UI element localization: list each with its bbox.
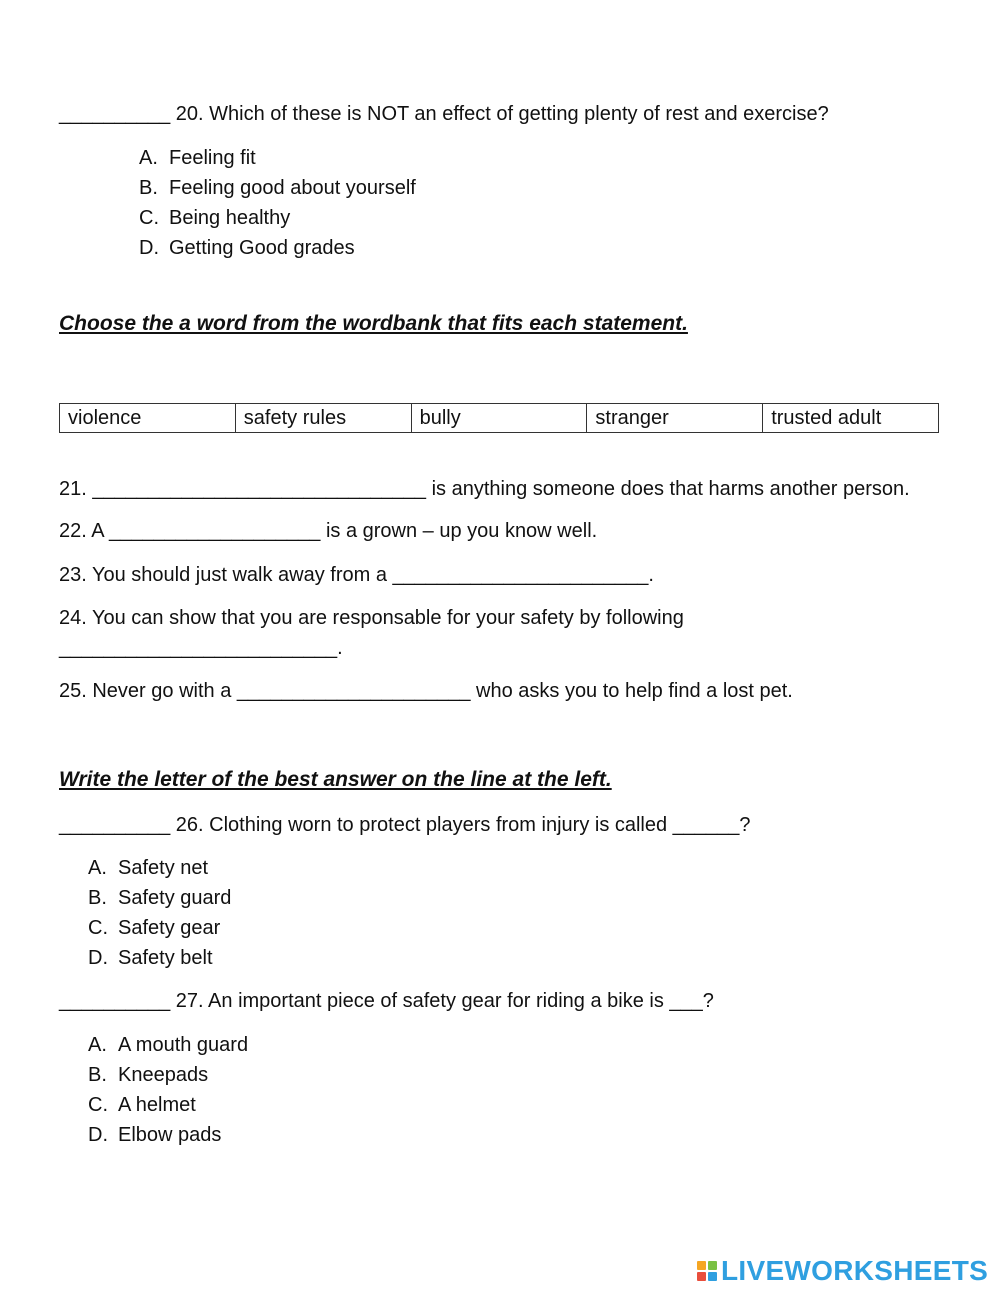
option-letter: D. — [88, 1124, 108, 1146]
question-27 — [59, 990, 714, 1013]
option-text: Safety gear — [118, 917, 221, 939]
option-text: Safety belt — [118, 947, 213, 969]
statement-24-blank[interactable]: _________________________. — [59, 637, 343, 659]
question-20 — [59, 103, 829, 126]
option-letter: A. — [139, 147, 158, 169]
option-20-b — [139, 177, 416, 200]
wordbank-table — [59, 403, 939, 433]
option-letter: A. — [88, 857, 107, 879]
logo-mark-icon — [697, 1261, 717, 1281]
statement-23[interactable]: 23. You should just walk away from a _______________________. — [59, 564, 654, 586]
option-20-a — [139, 147, 256, 170]
option-letter: D. — [139, 237, 159, 259]
question-26-text: 26. Clothing worn to protect players from injury is called ______? — [175, 814, 751, 836]
option-text: A mouth guard — [118, 1034, 249, 1056]
option-letter: A. — [88, 1034, 107, 1056]
option-text: Safety net — [118, 857, 209, 879]
question-27-text: 27. An important piece of safety gear for riding a bike is ___? — [175, 990, 714, 1012]
option-27-c — [88, 1094, 196, 1117]
answer-blank-26[interactable]: __________ — [59, 814, 171, 836]
option-letter: B. — [88, 887, 107, 909]
liveworksheets-logo — [697, 1254, 988, 1288]
option-text: A helmet — [118, 1094, 196, 1116]
statement-21[interactable]: 21. ______________________________ is anything someone does that harms another person. — [59, 478, 910, 500]
option-20-c — [139, 207, 290, 230]
option-letter: B. — [88, 1064, 107, 1086]
option-26-a — [88, 857, 208, 880]
option-text: Elbow pads — [118, 1124, 222, 1146]
statement-24: 24. You can show that you are responsable for your safety by following — [59, 607, 684, 629]
answer-blank-27[interactable]: __________ — [59, 990, 171, 1012]
logo-text: LIVEWORKSHEETS — [721, 1255, 989, 1286]
option-27-b — [88, 1064, 208, 1087]
statement-22[interactable]: 22. A ___________________ is a grown – up you know well. — [59, 520, 598, 542]
option-text: Feeling fit — [169, 147, 256, 169]
option-text: Getting Good grades — [169, 237, 355, 259]
question-20-text: 20. Which of these is NOT an effect of getting plenty of rest and exercise? — [175, 103, 829, 125]
option-letter: C. — [139, 207, 159, 229]
wordbank-word: bully — [411, 404, 587, 433]
option-26-b — [88, 887, 231, 910]
option-letter: C. — [88, 1094, 108, 1116]
wordbank-word: safety rules — [235, 404, 411, 433]
option-letter: D. — [88, 947, 108, 969]
option-text: Being healthy — [169, 207, 291, 229]
option-27-a — [88, 1034, 248, 1057]
wordbank-word: trusted adult — [763, 404, 939, 433]
option-26-c — [88, 917, 220, 940]
section-heading-multiple-choice: Write the letter of the best answer on the line at the left. — [59, 768, 612, 791]
option-26-d — [88, 947, 213, 970]
statement-25[interactable]: 25. Never go with a _____________________ who asks you to help find a lost pet. — [59, 680, 793, 702]
option-text: Safety guard — [118, 887, 232, 909]
wordbank-word: violence — [60, 404, 236, 433]
option-letter: B. — [139, 177, 158, 199]
option-20-d — [139, 237, 355, 260]
answer-blank-20[interactable]: __________ — [59, 103, 171, 125]
question-26 — [59, 814, 751, 837]
section-heading-wordbank: Choose the a word from the wordbank that fits each statement. — [59, 312, 688, 335]
option-text: Kneepads — [118, 1064, 209, 1086]
option-27-d — [88, 1124, 221, 1147]
option-text: Feeling good about yourself — [169, 177, 416, 199]
option-letter: C. — [88, 917, 108, 939]
wordbank-word: stranger — [587, 404, 763, 433]
